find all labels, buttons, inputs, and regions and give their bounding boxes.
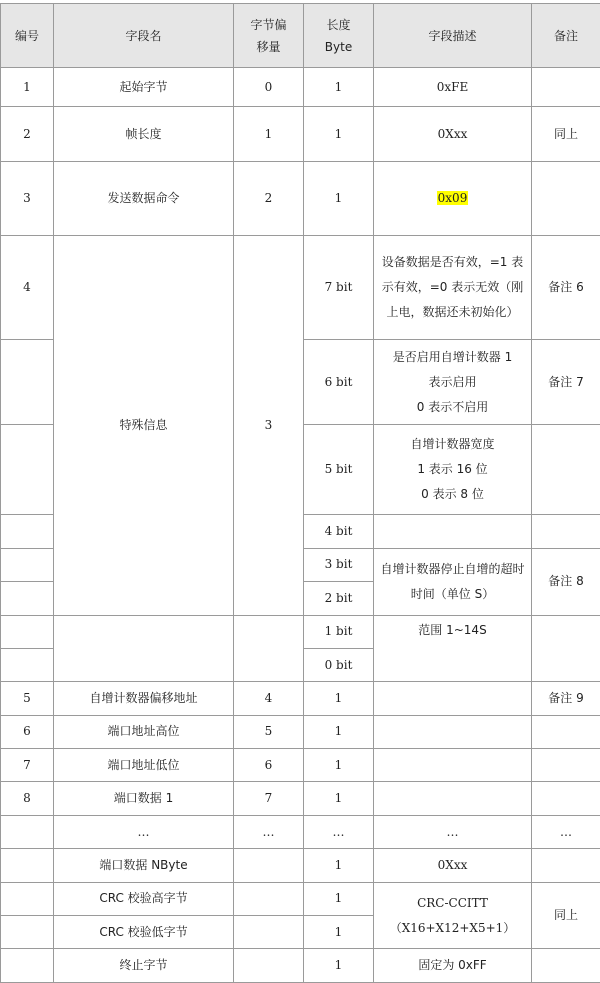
- cell-field: CRC 校验低字节: [54, 916, 234, 949]
- header-length-text: 长度 Byte: [324, 17, 353, 54]
- cell-note: [532, 515, 600, 548]
- cell-offset: 6: [234, 749, 304, 782]
- header-offset-text: 字节偏移量: [250, 17, 287, 54]
- cell-no: 7: [1, 749, 54, 782]
- cell-field: 端口地址高位: [54, 715, 234, 748]
- cell-desc: 固定为 0xFF: [374, 949, 532, 983]
- cell-desc-crc: [374, 882, 532, 949]
- cell-offset: [234, 849, 304, 882]
- cell-no: 5: [1, 682, 54, 715]
- cell-desc: [374, 782, 532, 815]
- cell-no: [1, 949, 54, 983]
- cell-offset: 5: [234, 715, 304, 748]
- cell-length: 1: [304, 68, 374, 107]
- cell-note: [532, 749, 600, 782]
- table-row: [1, 107, 600, 162]
- highlighted-command-value: 0x09: [437, 191, 468, 206]
- cell-length: 1: [304, 162, 374, 236]
- table-row: [1, 68, 600, 107]
- cell-note: [532, 68, 600, 107]
- cell-no: 4: [1, 236, 54, 340]
- cell-note: 备注 8: [532, 548, 600, 615]
- cell-length: 1: [304, 849, 374, 882]
- cell-desc: 设备数据是否有效，=1 表示有效，=0 表示无效（刚上电，数据还未初始化）: [374, 236, 532, 340]
- cell-no: [1, 425, 54, 515]
- table-header: [1, 4, 600, 68]
- cell-note: …: [532, 815, 600, 848]
- cell-note: 同上: [532, 107, 600, 162]
- cell-length: 1: [304, 749, 374, 782]
- cell-note: 备注 6: [532, 236, 600, 340]
- cell-desc: [374, 425, 532, 515]
- cell-length: 1: [304, 715, 374, 748]
- cell-no: 1: [1, 68, 54, 107]
- cell-length: 1: [304, 949, 374, 983]
- cell-note: [532, 162, 600, 236]
- table-row: [1, 849, 600, 882]
- cell-no: [1, 815, 54, 848]
- cell-desc: [374, 749, 532, 782]
- desc-line: 0 表示不启用: [416, 399, 489, 414]
- cell-no: 6: [1, 715, 54, 748]
- protocol-table: [0, 3, 600, 983]
- cell-no: [1, 582, 54, 615]
- cell-note: [532, 615, 600, 682]
- cell-field: 帧长度: [54, 107, 234, 162]
- cell-no: [1, 882, 54, 915]
- cell-offset: 2: [234, 162, 304, 236]
- cell-bit-length: 3 bit: [304, 548, 374, 581]
- cell-note: 同上: [532, 882, 600, 949]
- cell-no: [1, 916, 54, 949]
- cell-desc: [374, 162, 532, 236]
- cell-offset: [234, 916, 304, 949]
- cell-note: [532, 949, 600, 983]
- cell-offset: …: [234, 815, 304, 848]
- cell-offset: 4: [234, 682, 304, 715]
- cell-length: 1: [304, 882, 374, 915]
- cell-bit-length: 2 bit: [304, 582, 374, 615]
- cell-length: 1: [304, 782, 374, 815]
- table-row: [1, 682, 600, 715]
- cell-note: [532, 425, 600, 515]
- cell-desc: [374, 715, 532, 748]
- cell-note: [532, 782, 600, 815]
- table-row: [1, 162, 600, 236]
- cell-offset: [234, 949, 304, 983]
- cell-bit-length: 1 bit: [304, 615, 374, 648]
- cell-field: …: [54, 815, 234, 848]
- cell-desc: 0Xxx: [374, 849, 532, 882]
- cell-offset: 1: [234, 107, 304, 162]
- header-note: 备注: [532, 4, 600, 68]
- desc-line: 表示启用: [428, 374, 477, 389]
- table-row: [1, 749, 600, 782]
- table-row: [1, 236, 600, 340]
- cell-no: [1, 849, 54, 882]
- cell-length: …: [304, 815, 374, 848]
- header-length: [304, 4, 374, 68]
- desc-line: 是否启用自增计数器 1: [392, 349, 513, 364]
- cell-length: 1: [304, 682, 374, 715]
- cell-field: 端口数据 1: [54, 782, 234, 815]
- cell-note: 备注 7: [532, 340, 600, 425]
- cell-field: 发送数据命令: [54, 162, 234, 236]
- table-row: [1, 715, 600, 748]
- cell-field: CRC 校验高字节: [54, 882, 234, 915]
- cell-bit-length: 5 bit: [304, 425, 374, 515]
- cell-length: 1: [304, 916, 374, 949]
- cell-field: 端口地址低位: [54, 749, 234, 782]
- desc-line: 0 表示 8 位: [421, 487, 484, 502]
- cell-field: 自增计数器偏移地址: [54, 682, 234, 715]
- table-row: [1, 882, 600, 915]
- cell-desc: …: [374, 815, 532, 848]
- cell-no: 3: [1, 162, 54, 236]
- cell-note: [532, 715, 600, 748]
- desc-line: CRC-CCITT: [417, 895, 488, 910]
- table-row: [1, 615, 600, 648]
- cell-no: [1, 515, 54, 548]
- cell-field: 起始字节: [54, 68, 234, 107]
- cell-no: [1, 648, 54, 681]
- table-row: [1, 815, 600, 848]
- desc-line: 1 表示 16 位: [417, 462, 488, 477]
- header-offset: [234, 4, 304, 68]
- cell-no: [1, 340, 54, 425]
- table-row: [1, 949, 600, 983]
- cell-desc-timeout: 自增计数器停止自增的超时时间（单位 S）: [374, 548, 532, 615]
- cell-field: [54, 615, 234, 682]
- cell-field: 端口数据 NByte: [54, 849, 234, 882]
- table-row: [1, 782, 600, 815]
- cell-note: [532, 849, 600, 882]
- cell-no: 8: [1, 782, 54, 815]
- cell-bit-length: 7 bit: [304, 236, 374, 340]
- cell-bit-length: 4 bit: [304, 515, 374, 548]
- cell-offset: 0: [234, 68, 304, 107]
- cell-offset: 7: [234, 782, 304, 815]
- cell-bit-length: 0 bit: [304, 648, 374, 681]
- cell-length: 1: [304, 107, 374, 162]
- cell-field-special: 特殊信息: [54, 236, 234, 616]
- cell-field: 终止字节: [54, 949, 234, 983]
- cell-offset-special: 3: [234, 236, 304, 616]
- cell-no: [1, 615, 54, 648]
- cell-offset: [234, 882, 304, 915]
- desc-line: （X16+X12+X5+1）: [389, 920, 516, 935]
- header-desc: 字段描述: [374, 4, 532, 68]
- cell-desc: 0xFE: [374, 68, 532, 107]
- cell-no: 2: [1, 107, 54, 162]
- cell-no: [1, 548, 54, 581]
- cell-desc: [374, 682, 532, 715]
- cell-desc: [374, 515, 532, 548]
- header-field: 字段名: [54, 4, 234, 68]
- cell-desc: 0Xxx: [374, 107, 532, 162]
- cell-desc-range: 范围 1~14S: [374, 615, 532, 682]
- cell-bit-length: 6 bit: [304, 340, 374, 425]
- desc-line: 自增计数器宽度: [410, 437, 495, 452]
- cell-desc: [374, 340, 532, 425]
- cell-note: 备注 9: [532, 682, 600, 715]
- header-no: 编号: [1, 4, 54, 68]
- cell-offset: [234, 615, 304, 682]
